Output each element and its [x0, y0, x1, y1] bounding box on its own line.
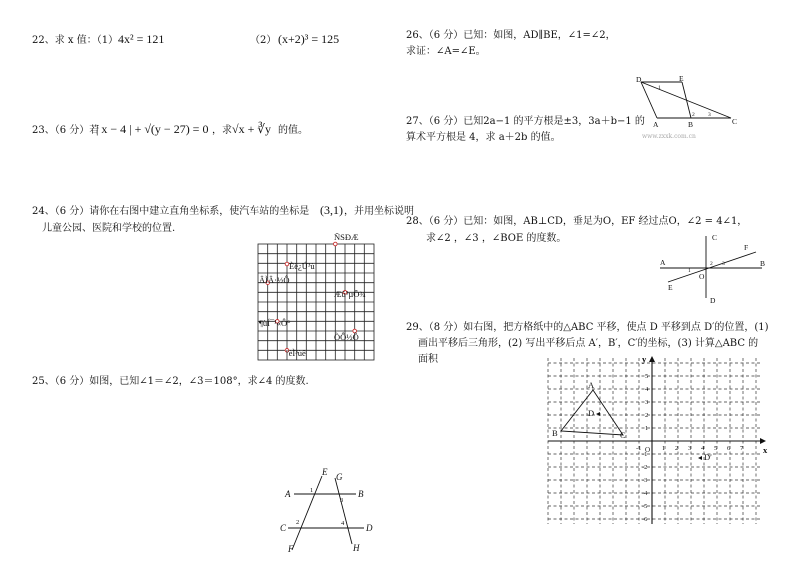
q29-y-tick-label: -6: [642, 516, 648, 523]
q25-angle-4: 4: [341, 520, 345, 527]
q29-label-y: y: [642, 354, 647, 364]
q24-line1: 24、（6 分）请你在右图中建立直角坐标系，使汽车站的坐标是: [32, 206, 310, 217]
q27-line2: 算术平方根是 4，求 a＋2b 的值。: [406, 132, 561, 143]
q29-label-o: O: [645, 446, 651, 454]
q24-coord: (3,1): [320, 203, 343, 217]
q29-y-tick-label: 5: [645, 373, 649, 380]
q29-y-tick-label: 4: [645, 386, 649, 393]
q23-expr: | x − 4 | + √(y − 27) = 0: [96, 122, 209, 136]
q25-label-a: A: [285, 489, 291, 499]
q24-line1b: ，并用坐标说明: [344, 206, 414, 217]
q26-label-a: A: [653, 120, 659, 129]
q28-label-c: C: [712, 233, 718, 242]
q25-label-h: H: [353, 543, 360, 553]
q23-mid: ，求: [212, 125, 232, 136]
q28-angle-1: 1: [688, 268, 691, 274]
q28-label-d: D: [710, 296, 716, 305]
q29-y-tick-label: 1: [645, 425, 649, 432]
map-label-park: ÂÌÂ·½Ô: [259, 275, 290, 285]
q26-line1: 26、（6 分）已知：如图，AD∥BE，∠1=∠2，: [406, 30, 616, 41]
q28-label-f: F: [744, 243, 749, 252]
q25-label-b: B: [358, 489, 364, 499]
q29-x-arrow-icon: [760, 438, 766, 444]
q29-label-a: A: [588, 380, 595, 390]
q25-label-d: D: [366, 523, 373, 533]
q28-angle-2: 2: [710, 261, 713, 267]
q26-label-c: C: [732, 117, 738, 126]
map-label-bottom: ºèÌ³ùê: [286, 348, 306, 358]
q26-angle-1: 1: [658, 85, 661, 91]
q25-angle-2: 2: [296, 519, 300, 526]
q23-prefix: 23、（6 分）若: [32, 125, 100, 136]
q25-text: 25、（6 分）如图，已知∠1＝∠2，∠3＝108°，求∠4 的度数.: [32, 376, 309, 387]
q25-label-g: G: [336, 472, 343, 482]
q29-label-dprime: D′: [704, 452, 712, 462]
q26-label-d: D: [636, 75, 642, 84]
map-label-school: ÒÔ½Ô: [334, 332, 359, 342]
q24-line2: 儿童公园、医院和学校的位置.: [42, 223, 176, 234]
q29-x-tick-label: 2: [675, 445, 679, 452]
q22-expr1: 4x² = 121: [118, 32, 165, 46]
q29-coordinate-grid: [548, 354, 770, 524]
q29-point-dp-marker: [698, 456, 702, 460]
q29-line1: 29、（8 分）如右图，把方格纸中的△ABC 平移，使点 D 平移到点 D′的位置，(1): [406, 322, 769, 333]
q29-x-tick-label: 3: [688, 445, 692, 452]
q29-y-tick-label: -2: [642, 464, 648, 471]
q29-x-tick-label: 6: [727, 445, 731, 452]
q29-x-tick-label: 7: [740, 445, 744, 452]
q25-label-c: C: [280, 523, 287, 533]
q29-label-c: C: [620, 430, 626, 440]
map-label-top: ÑSÐÆ: [334, 232, 359, 242]
q25-label-f: F: [288, 544, 294, 554]
q28-label-a: A: [660, 258, 666, 267]
q29-y-tick-label: -3: [642, 477, 648, 484]
q28-line1: 28、（6 分）已知：如图，AB⊥CD，垂足为O，EF 经过点O，∠2 = 4∠1，: [406, 216, 748, 227]
q22-expr2: (x+2)³ = 125: [278, 32, 340, 46]
q29-x-tick-label: -1: [636, 445, 642, 452]
q29-point-d-marker: [596, 412, 600, 416]
q29-label-b: B: [552, 428, 558, 438]
q23-suffix: 的值。: [278, 125, 308, 136]
q29-y-tick-label: 3: [645, 399, 649, 406]
q22-number: 22、求 x 值：（1）: [32, 35, 119, 46]
q29-y-arrow-icon: [649, 356, 655, 362]
q29-y-tick-label: -1: [642, 451, 648, 458]
map-label-right: Æû³µÕ¾: [334, 289, 366, 299]
q26-line2: 求证：∠A=∠E。: [406, 46, 486, 57]
q29-line3: 面积: [418, 354, 438, 365]
q29-line2: 画出平移后三角形，(2) 写出平移后点 A′，B′，C′的坐标，(3) 计算△ABC 的: [418, 338, 759, 349]
q24-map-grid: [258, 232, 376, 362]
q29-label-d: D: [588, 408, 595, 418]
map-label-bus: Èë¿Ú³ù: [289, 261, 315, 271]
q29-y-tick-label: -4: [642, 490, 648, 497]
q26-label-e: E: [679, 74, 684, 83]
q29-y-tick-label: 2: [645, 412, 649, 419]
q28-angle-3: 3: [722, 261, 725, 267]
q28-line2: 求∠2 ，∠3 ，∠BOE 的度数。: [426, 233, 567, 244]
q26-label-b: B: [688, 120, 694, 129]
q25-figure: [280, 462, 380, 556]
q28-label-e: E: [668, 283, 673, 292]
q25-label-e: E: [322, 467, 328, 477]
q28-label-o: O: [699, 272, 705, 281]
q27-watermark: www.zxxk.com.cn: [642, 133, 696, 140]
map-point-top: [334, 242, 338, 246]
q29-x-tick-label: 1: [662, 445, 666, 452]
q28-label-b: B: [760, 259, 766, 268]
map-label-hospital: ¶ùÍ¯¹«Ô°: [259, 318, 291, 328]
q26-angle-2: 2: [692, 112, 695, 118]
q29-label-x: x: [763, 445, 768, 455]
q27-line1: 27、（6 分）已知2a−1 的平方根是±3，3a＋b−1 的: [406, 116, 645, 127]
q28-figure: [656, 232, 768, 304]
q25-angle-3: 3: [340, 497, 344, 504]
q26-angle-3: 3: [708, 112, 711, 118]
q26-figure: [636, 76, 746, 128]
q29-y-tick-label: -5: [642, 503, 648, 510]
q23-expr2: √x + ∛y: [232, 122, 271, 136]
q25-angle-1: 1: [310, 487, 314, 494]
q29-x-tick-label: 4: [701, 445, 705, 452]
q29-x-tick-label: 5: [714, 445, 718, 452]
q22-part2: （2）: [250, 35, 277, 46]
